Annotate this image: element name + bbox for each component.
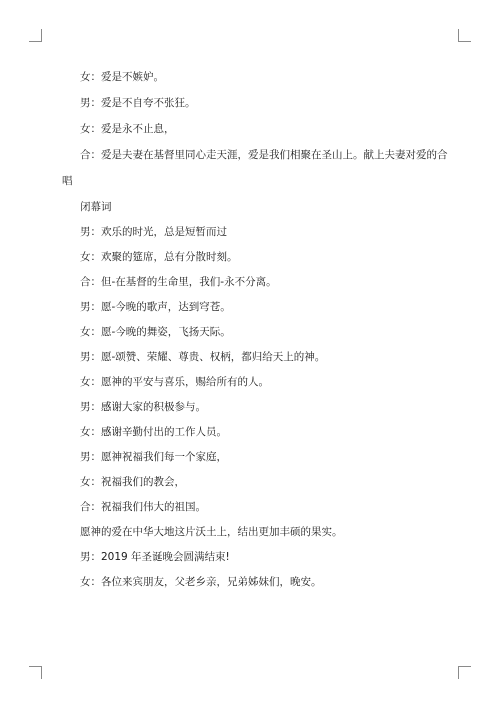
text-line: 女：欢聚的筵席，总有分散时刻。 <box>80 251 238 263</box>
text-line: 男：爱是不自夸不张狂。 <box>80 97 196 109</box>
text-line: 女：爱是不嫉妒。 <box>80 71 164 83</box>
text-line: 女：愿神的平安与喜乐，赐给所有的人。 <box>80 376 269 388</box>
text-line: 女：爱是永不止息， <box>80 123 175 135</box>
text-line: 女：各位来宾朋友，父老乡亲，兄弟姊妹们，晚安。 <box>80 576 322 588</box>
crop-mark-top-right <box>458 29 471 42</box>
text-line: 唱 <box>62 175 73 187</box>
text-line: 男：愿-今晚的歌声，达到穹苍。 <box>80 301 231 313</box>
text-line: 男：欢乐的时光，总是短暂而过 <box>80 226 227 238</box>
text-line: 男：2019 年圣诞晚会圆满结束! <box>80 551 230 563</box>
text-line: 合：但-在基督的生命里，我们-永不分离。 <box>80 276 277 288</box>
text-line: 女：祝福我们的教会， <box>80 476 185 488</box>
text-line: 合：爱是夫妻在基督里同心走天涯，爱是我们相聚在圣山上。献上夫妻对爱的合 <box>80 149 448 161</box>
text-line: 男：感谢大家的积极参与。 <box>80 401 206 413</box>
text-line: 男：愿-颂赞、荣耀、尊贵、权柄，都归给天上的神。 <box>80 351 326 363</box>
crop-mark-bottom-left <box>29 666 42 679</box>
text-line: 女：感谢辛勤付出的工作人员。 <box>80 426 227 438</box>
section-heading: 闭幕词 <box>80 201 112 213</box>
text-line: 男：愿神祝福我们每一个家庭， <box>80 451 227 463</box>
crop-mark-top-left <box>29 29 42 42</box>
text-line: 女：愿-今晚的舞姿，飞扬天际。 <box>80 326 231 338</box>
text-line: 愿神的爱在中华大地这片沃土上，结出更加丰硕的果实。 <box>80 526 343 538</box>
crop-mark-bottom-right <box>458 666 471 679</box>
text-line: 合：祝福我们伟大的祖国。 <box>80 501 206 513</box>
